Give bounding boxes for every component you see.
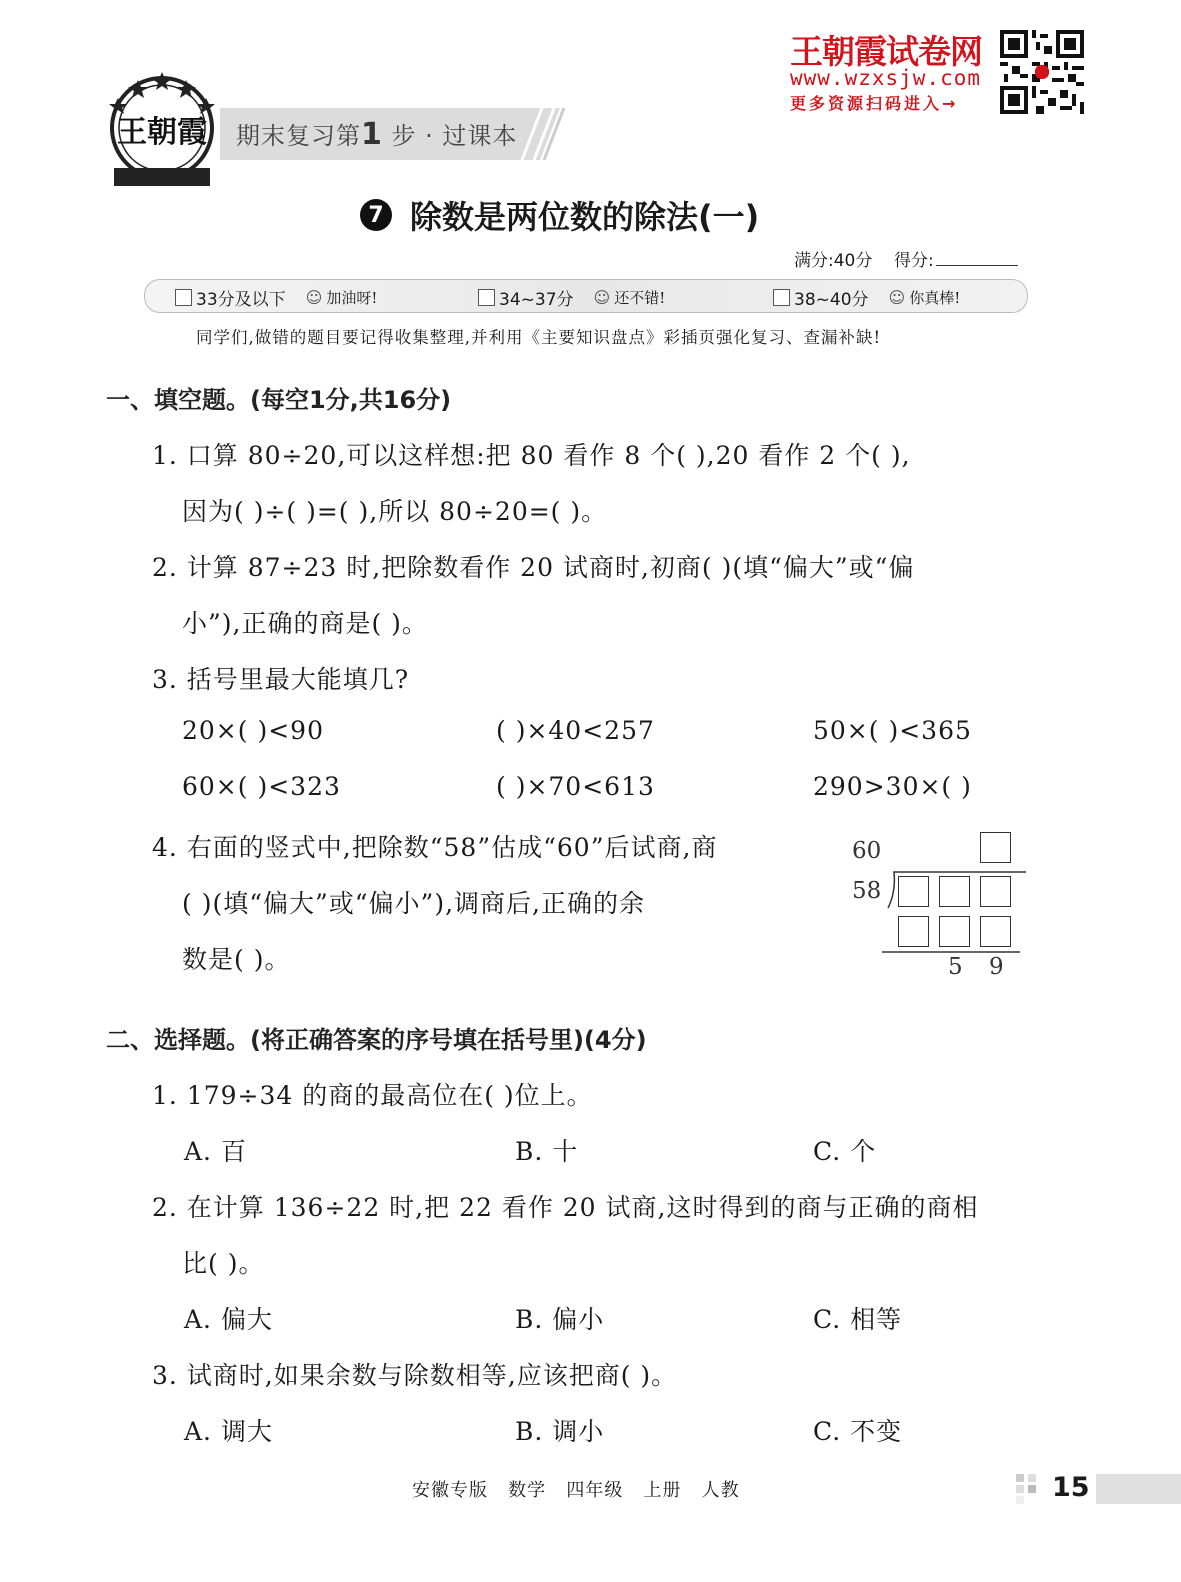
section-1-title: 一、填空题。(每空1分,共16分) (106, 386, 452, 414)
grade-item-low (175, 285, 377, 310)
q2-2-option-a[interactable]: A. 偏大 (184, 1305, 273, 1334)
q1-3-item: ( )×70<613 (496, 772, 655, 801)
q2-2-option-b[interactable]: B. 偏小 (515, 1305, 605, 1334)
q1-1-line-1: 1. 口算 80÷20,可以这样想:把 80 看作 8 个( ),20 看作 2 个( ), (152, 441, 911, 470)
lesson-number: 7 (360, 199, 392, 231)
grade-item-mid (478, 285, 665, 310)
section-2-title: 二、选择题。(将正确答案的序号填在括号里)(4分) (106, 1026, 647, 1054)
qr-code-icon[interactable] (1000, 30, 1084, 114)
dividend-box[interactable] (939, 876, 970, 907)
remainder-digit: 9 (989, 954, 1004, 980)
product-box[interactable] (980, 916, 1011, 947)
wangzhaoxia-logo (108, 70, 216, 188)
q1-3-item: 20×( )<90 (182, 716, 324, 745)
q2-3: 3. 试商时,如果余数与除数相等,应该把商( )。 (152, 1361, 678, 1390)
quotient-box[interactable] (980, 832, 1011, 863)
remainder-digit: 5 (948, 954, 963, 980)
site-name[interactable]: 王朝霞试卷网 (790, 32, 982, 71)
smile-icon: ☺ (888, 288, 906, 307)
grade-comment: 你真棒! (909, 289, 961, 307)
lesson-title-text: 除数是两位数的除法(一) (410, 198, 760, 236)
divisor-estimate: 60 (852, 838, 882, 864)
q2-3-option-c[interactable]: C. 不变 (813, 1417, 903, 1446)
site-more-link[interactable]: 更多资源扫码进入→ (790, 94, 959, 113)
page-number: 15 (1052, 1472, 1090, 1503)
q1-4-line-1: 4. 右面的竖式中,把除数“58”估成“60”后试商,商 (152, 833, 718, 862)
q1-4-line-3: 数是( )。 (182, 945, 291, 974)
q1-3-item: ( )×40<257 (496, 716, 655, 745)
q1-3-item: 290>30×( ) (813, 772, 972, 801)
q2-1-option-c[interactable]: C. 个 (813, 1137, 877, 1166)
q2-3-option-a[interactable]: A. 调大 (184, 1417, 273, 1446)
site-url[interactable]: www.wzxsjw.com (790, 66, 982, 90)
q2-1: 1. 179÷34 的商的最高位在( )位上。 (152, 1081, 593, 1110)
q2-1-option-b[interactable]: B. 十 (515, 1137, 579, 1166)
q1-4-line-2: ( )(填“偏大”或“偏小”),调商后,正确的余 (182, 889, 645, 918)
grade-checkbox[interactable] (175, 289, 192, 306)
grade-range: 34~37分 (499, 290, 574, 310)
grade-checkbox[interactable] (478, 289, 495, 306)
q1-3-item: 60×( )<323 (182, 772, 341, 801)
grade-item-high (773, 285, 960, 310)
grade-bar (144, 279, 1028, 313)
smile-icon: ☺ (305, 288, 323, 307)
grade-range: 38~40分 (794, 290, 869, 310)
grade-comment: 还不错! (614, 289, 666, 307)
grade-range: 33分及以下 (196, 290, 286, 310)
review-tip: 同学们,做错的题目要记得收集整理,并利用《主要知识盘点》彩插页强化复习、查漏补缺! (196, 328, 882, 347)
dividend-box[interactable] (980, 876, 1011, 907)
q2-3-option-b[interactable]: B. 调小 (515, 1417, 605, 1446)
long-division-figure (850, 828, 1030, 988)
q2-2-line-2: 比( )。 (182, 1249, 265, 1278)
q1-3: 3. 括号里最大能填几? (152, 665, 410, 694)
product-box[interactable] (939, 916, 970, 947)
q2-1-option-a[interactable]: A. 百 (184, 1137, 247, 1166)
q1-2-line-1: 2. 计算 87÷23 时,把除数看作 20 试商时,初商( )(填“偏大”或“偏 (152, 553, 915, 582)
dividend-box[interactable] (898, 876, 929, 907)
q2-2-option-c[interactable]: C. 相等 (813, 1305, 903, 1334)
product-box[interactable] (898, 916, 929, 947)
divisor: 58 (852, 878, 882, 904)
score-label: 得分: (893, 251, 934, 271)
score-line (794, 246, 1018, 271)
step-banner-text: 期末复习第1 步 · 过课本 (236, 117, 518, 152)
score-blank[interactable] (936, 265, 1018, 266)
grade-comment: 加油呀! (326, 289, 378, 307)
footer-edition: 安徽专版 数学 四年级 上册 人教 (412, 1480, 740, 1501)
q1-2-line-2: 小”),正确的商是( )。 (182, 609, 428, 638)
q2-2-line-1: 2. 在计算 136÷22 时,把 22 看作 20 试商,这时得到的商与正确的商相 (152, 1193, 979, 1222)
page-band (1096, 1474, 1181, 1504)
grade-checkbox[interactable] (773, 289, 790, 306)
full-score: 满分:40分 (794, 251, 873, 271)
page-corner-decoration (1016, 1474, 1048, 1504)
q1-1-line-2: 因为( )÷( )=( ),所以 80÷20=( )。 (182, 497, 608, 526)
q1-3-item: 50×( )<365 (813, 716, 972, 745)
svg-text:王朝霞: 王朝霞 (117, 115, 207, 150)
lesson-title (360, 192, 759, 238)
smile-icon: ☺ (593, 288, 611, 307)
